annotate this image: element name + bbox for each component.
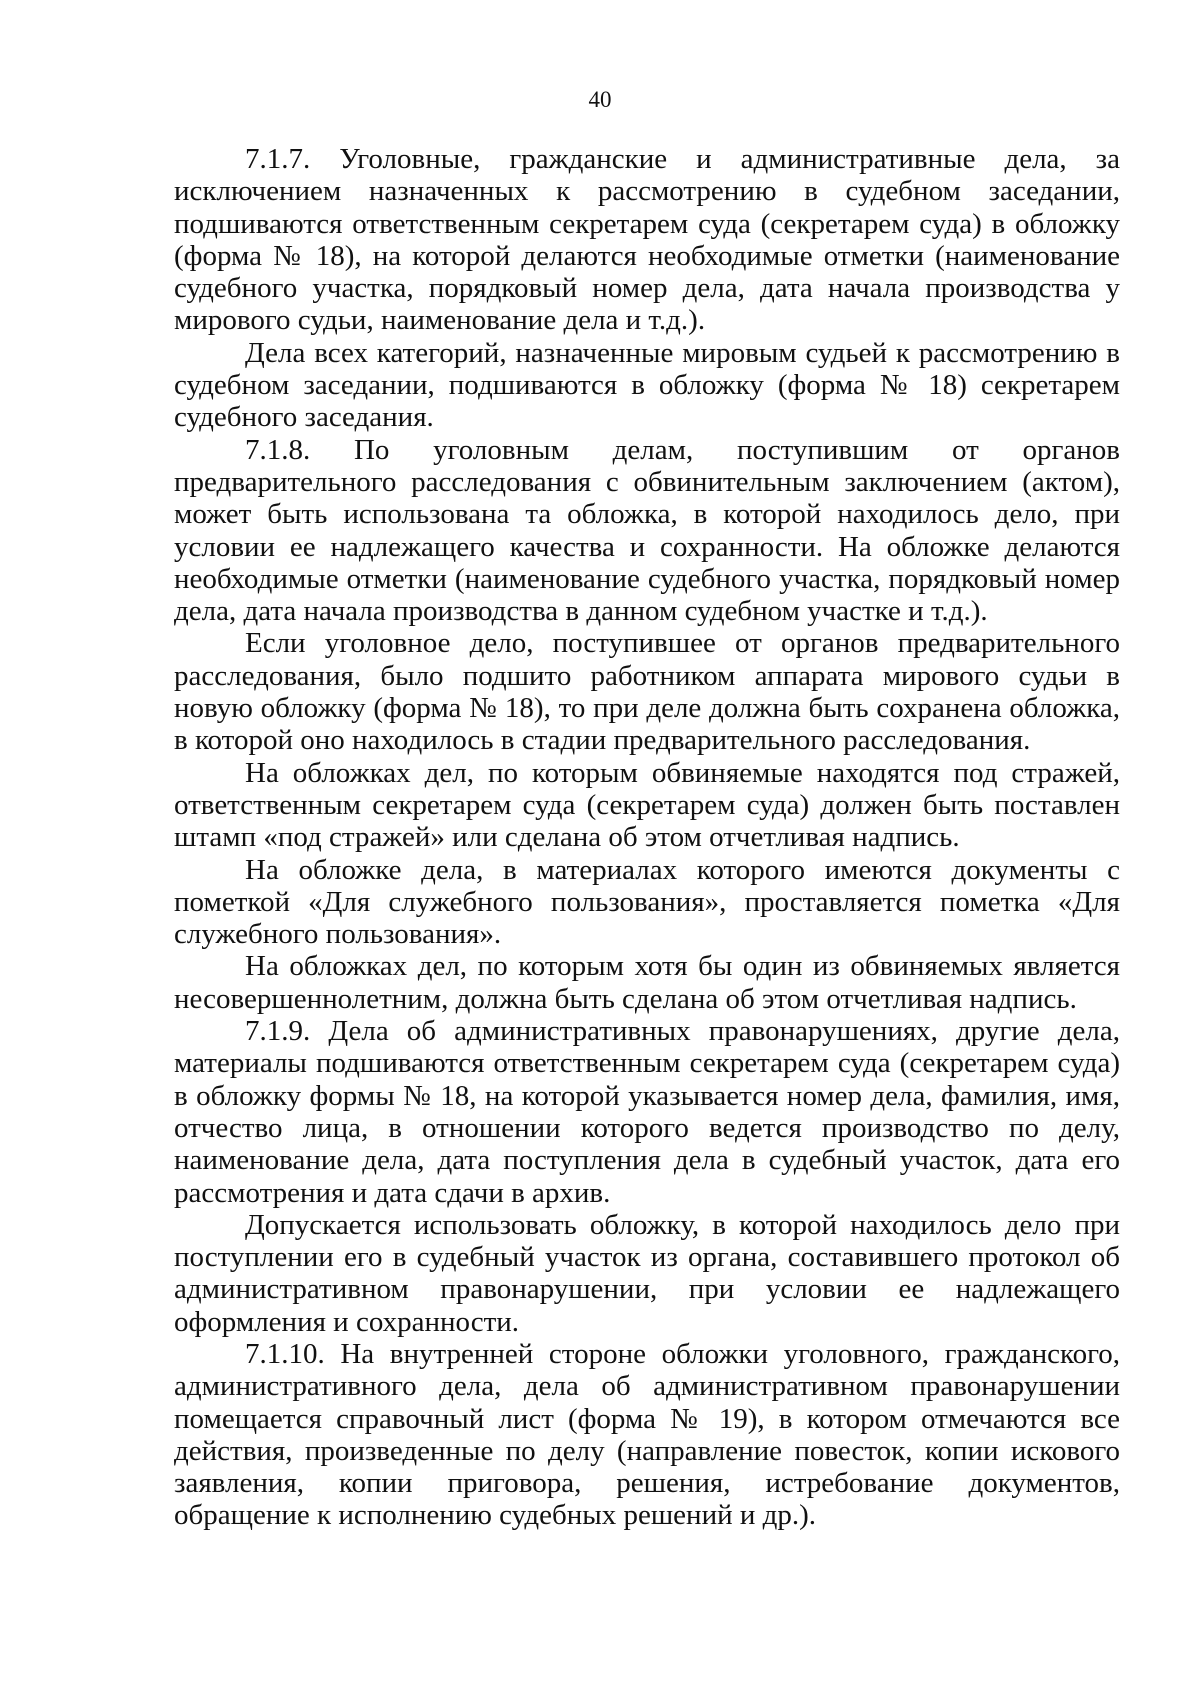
- paragraph-minors: На обложках дел, по которым хотя бы один из обвиняемых является несовершеннолетним, должна быть сделана об этом отчетливая надпись.: [174, 950, 1120, 1015]
- paragraph-7-1-10: 7.1.10. На внутренней стороне обложки уголовного, гражданского, административного дела, дела об административном правонарушении помещается справочный лист (форма № 19), в котором отмечаются все действия, произведенные по делу (направление повесток, копии искового заявления, копии приговора, решения, истребование документов, обращение к исполнению судебных решений и др.).: [174, 1337, 1120, 1532]
- paragraph-7-1-9: 7.1.9. Дела об административных правонарушениях, другие дела, материалы подшиваются ответственным секретарем суда (секретарем суда) в обложку формы № 18, на которой указывается номер дела, фамилия, имя, отчество лица, в отношении которого ведется производство по делу, наименование дела, дата поступления дела в судебный участок, дата его рассмотрения и дата сдачи в архив.: [174, 1015, 1120, 1209]
- paragraph-categories: Дела всех категорий, назначенные мировым судьей к рассмотрению в судебном заседании, подшиваются в обложку (форма № 18) секретарем судебного заседания.: [174, 336, 1120, 434]
- paragraph-new-cover: Если уголовное дело, поступившее от органов предварительного расследования, было подшито работником аппарата мирового судьи в новую обложку (форма № 18), то при деле должна быть сохранена обложка, в которой оно находилось в стадии предварительного расследования.: [174, 627, 1120, 757]
- document-body: [174, 143, 1120, 1532]
- paragraph-7-1-7: 7.1.7. Уголовные, гражданские и административные дела, за исключением назначенных к рассмотрению в судебном заседании, подшиваются ответственным секретарем суда (секретарем суда) в обложку (форма № 18), на которой делаются необходимые отметки (наименование судебного участка, порядковый номер дела, дата начала производства у мирового судьи, наименование дела и т.д.).: [174, 143, 1120, 337]
- page-number: 40: [588, 87, 612, 112]
- paragraph-reuse-cover: Допускается использовать обложку, в которой находилось дело при поступлении его в судебный участок из органа, составившего протокол об административном правонарушении, при условии ее надлежащего оформления и сохранности.: [174, 1208, 1120, 1338]
- paragraph-official-use: На обложке дела, в материалах которого имеются документы с пометкой «Для служебного пользования», проставляется пометка «Для служебного пользования».: [174, 853, 1120, 951]
- paragraph-under-guard: На обложках дел, по которым обвиняемые находятся под стражей, ответственным секретарем суда (секретарем суда) должен быть поставлен штамп «под стражей» или сделана об этом отчетливая надпись.: [174, 756, 1120, 854]
- paragraph-7-1-8: 7.1.8. По уголовным делам, поступившим от органов предварительного расследования с обвинительным заключением (актом), может быть использована та обложка, в которой находилось дело, при условии ее надлежащего качества и сохранности. На обложке делаются необходимые отметки (наименование судебного участка, порядковый номер дела, дата начала производства в данном судебном участке и т.д.).: [174, 433, 1120, 628]
